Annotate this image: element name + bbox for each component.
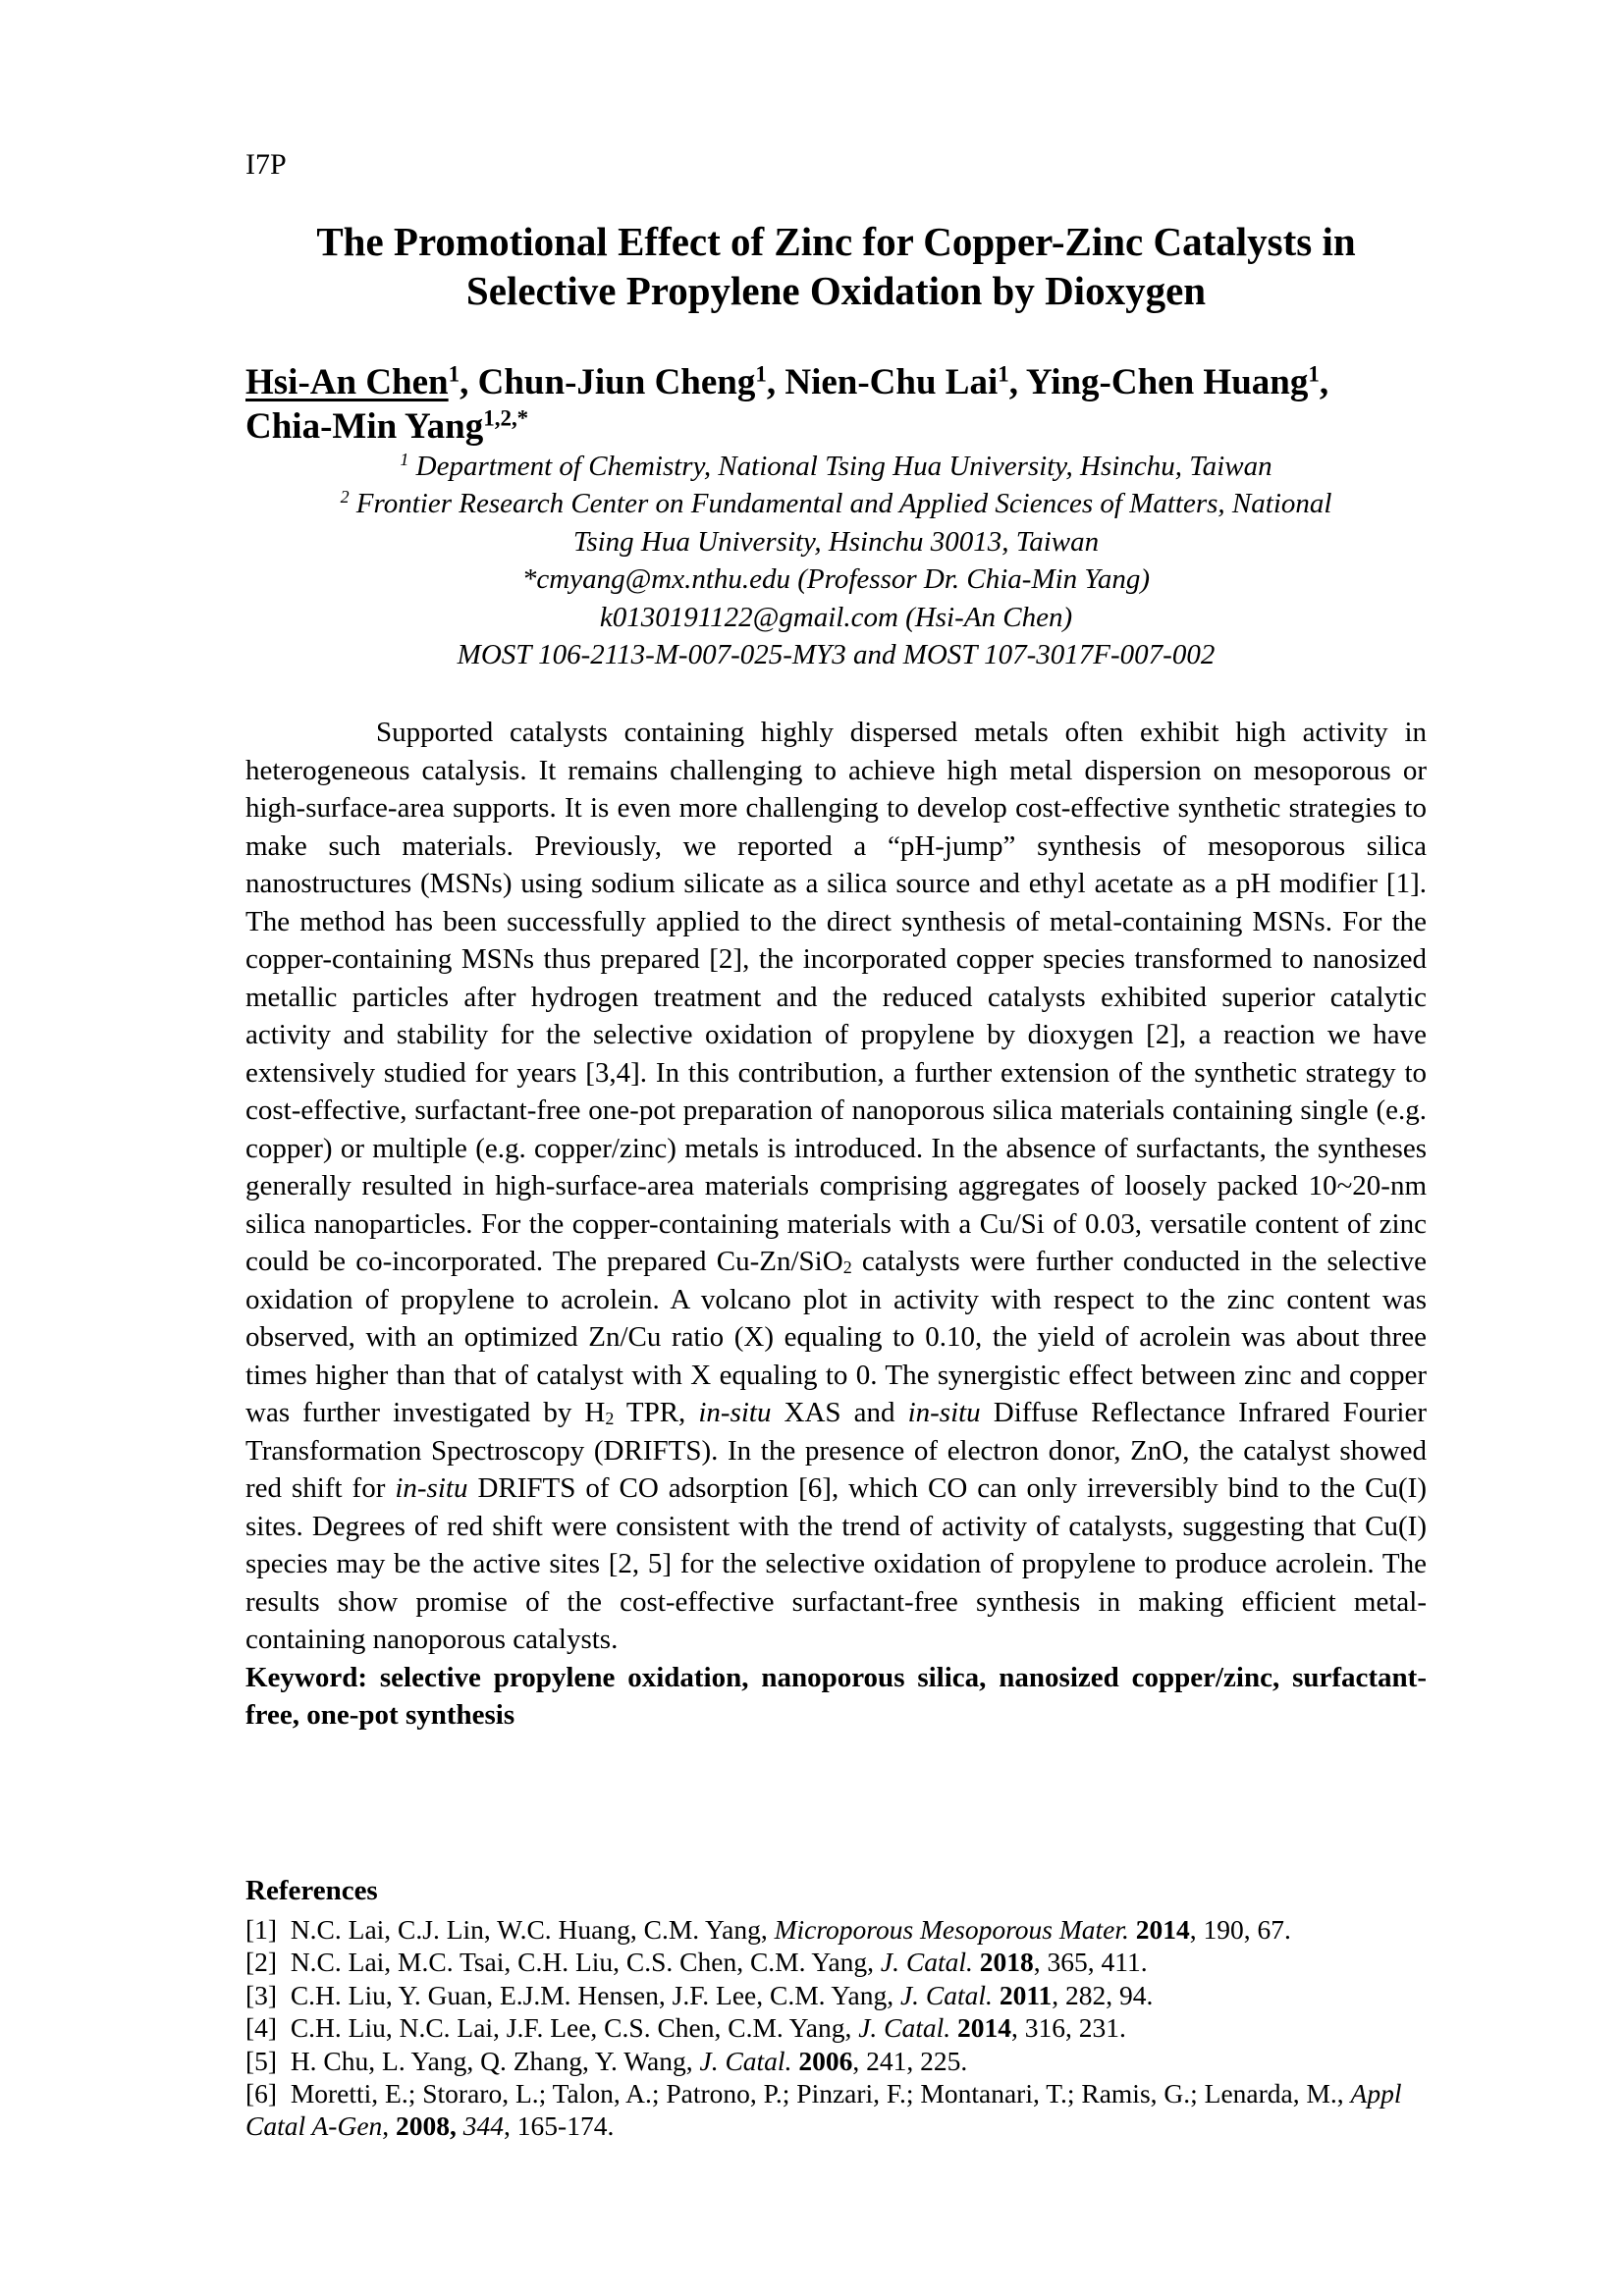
author-line-1: Hsi-An Chen$^1$, Chun-Jiun Cheng$^1$, Nien-Chu Lai$^1$, Ying-Chen Huang$^1$, — [245, 361, 1329, 402]
affiliations-block — [206, 448, 1466, 673]
references-section — [245, 1872, 1427, 2143]
reference-item-2: [2] N.C. Lai, M.C. Tsai, C.H. Liu, C.S. Chen, C.M. Yang, J. Catal. 2018, 365, 411. — [245, 1947, 1148, 1978]
reference-item-3: [3] C.H. Liu, Y. Guan, E.J.M. Hensen, J.F. Lee, C.M. Yang, J. Catal. 2011, 282, 94. — [245, 1979, 1154, 2010]
references-heading: References — [245, 1875, 378, 1906]
abstract-section — [245, 714, 1427, 1735]
affiliation-center-line-1: $^2$ Frontier Research Center on Fundamental and Applied Sciences of Matters, National — [340, 487, 1332, 520]
reference-item-5: [5] H. Chu, L. Yang, Q. Zhang, Y. Wang, J. Catal. 2006, 241, 225. — [245, 2045, 968, 2076]
author-list — [245, 360, 1427, 449]
session-code: I7P — [245, 148, 287, 181]
reference-item-6: [6] Moretti, E.; Storaro, L.; Talon, A.; Patrono, P.; Pinzari, F.; Montanari, T.; Ramis, G.; Lenarda, M., Appl Catal A-Gen, 2008, 344, 165-174. — [245, 2078, 1402, 2142]
paper-title-line-2: Selective Propylene Oxidation by Dioxygen — [465, 268, 1207, 313]
affiliation-department: $^1$ Department of Chemistry, National Tsing Hua University, Hsinchu, Taiwan — [400, 450, 1272, 482]
affiliation-center-line-2: Tsing Hua University, Hsinchu 30013, Taiwan — [572, 525, 1100, 558]
reference-item-4: [4] C.H. Liu, N.C. Lai, J.F. Lee, C.S. Chen, C.M. Yang, J. Catal. 2014, 316, 231. — [245, 2012, 1126, 2044]
paper-title-line-1: The Promotional Effect of Zinc for Copper-Zinc Catalysts in — [316, 219, 1356, 264]
paper-title — [206, 217, 1466, 315]
abstract-text: Supported catalysts containing highly dispersed metals often exhibit high activity in heterogeneous catalysis. It remains challenging to achieve high metal dispersion on mesoporous or high-surface-area supports. It is even more challenging to develop cost-effective synthetic strategies to make such materials. Previously, we reported a “pH-jump” synthesis of mesoporous silica nanostructures (MSNs) using sodium silicate as a silica source and ethyl acetate as a pH modifier [1]. The method has been successfully applied to the direct synthesis of metal-containing MSNs. For the copper-containing MSNs thus prepared [2], the incorporated copper species transformed to nanosized metallic particles after hydrogen treatment and the reduced catalysts exhibited superior catalytic activity and stability for the selective oxidation of propylene by dioxygen [2], a reaction we have extensively studied for years [3,4]. In this contribution, a further extension of the synthetic strategy to cost-effective, surfactant-free one-pot preparation of nanoporous silica materials containing single (e.g. copper) or multiple (e.g. copper/zinc) metals is introduced. In the absence of surfactants, the syntheses generally resulted in high-surface-area materials comprising aggregates of loosely packed 10~20-nm silica nanoparticles. For the copper-containing materials with a Cu/Si of 0.03, versatile content of zinc could be co-incorporated. The prepared Cu-Zn/SiO2 catalysts were further conducted in the selective oxidation of propylene to acrolein. A volcano plot in activity with respect to the zinc content was observed, with an optimized Zn/Cu ratio (X) equaling to 0.10, the yield of acrolein was about three times higher than that of catalyst with X equaling to 0. The synergistic effect between zinc and copper was further investigated by H2 TPR, in-situ XAS and in-situ Diffuse Reflectance Infrared Fourier Transformation Spectroscopy (DRIFTS). In the presence of electron donor, ZnO, the catalyst showed red shift for in-situ DRIFTS of CO adsorption [6], which CO can only irreversibly bind to the Cu(I) sites. Degrees of red shift were consistent with the trend of activity of catalysts, suggesting that Cu(I) species may be the active sites [2, 5] for the selective oxidation of propylene to produce acrolein. The results show promise of the cost-effective surfactant-free synthesis in making efficient metal-containing nanoporous catalysts. — [245, 717, 1428, 1655]
grant-numbers: MOST 106-2113-M-007-025-MY3 and MOST 107-3017F-007-002 — [457, 639, 1216, 671]
presenter-email: k0130191122@gmail.com (Hsi-An Chen) — [599, 601, 1073, 633]
keywords-text: Keyword: selective propylene oxidation, nanoporous silica, nanosized copper/zinc, surfactant-free, one-pot synthesis — [245, 1661, 1427, 1731]
author-line-2: Chia-Min Yang$^{1,2,*}$ — [245, 405, 529, 447]
reference-item-1: [1] N.C. Lai, C.J. Lin, W.C. Huang, C.M. Yang, Microporous Mesoporous Mater. 2014, 190, 67. — [245, 1914, 1291, 1945]
corresponding-email: *cmyang@mx.nthu.edu (Professor Dr. Chia-Min Yang) — [521, 563, 1151, 596]
